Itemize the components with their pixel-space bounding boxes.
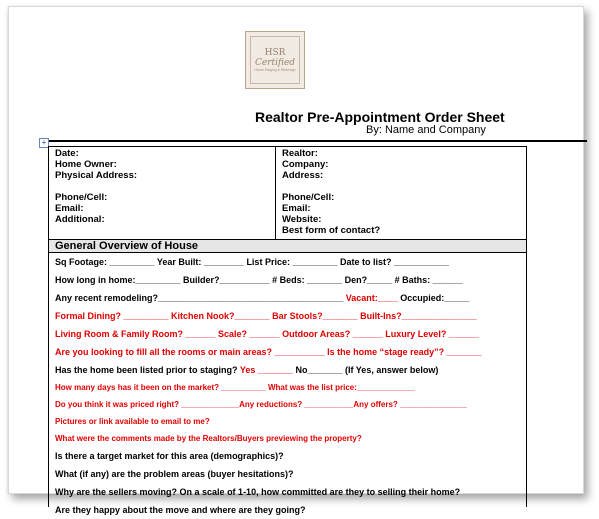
- contact-info-block: [49, 147, 526, 240]
- logo-text-certified: Certified: [254, 58, 296, 68]
- question-row[interactable]: [49, 447, 526, 465]
- question-row[interactable]: [49, 325, 526, 343]
- question-option: Occupied:_____: [397, 293, 470, 303]
- hsr-certified-logo: [245, 31, 305, 89]
- field-label-realtor-phone[interactable]: Phone/Cell:: [282, 192, 335, 203]
- question-text: What were the comments made by the Realtors/Buyers previewing the property?: [55, 434, 362, 443]
- document-title: Realtor Pre-Appointment Order Sheet: [255, 109, 505, 125]
- question-text: Are you looking to fill all the rooms or main areas? __________ Is the home “stage ready”? _______: [55, 347, 482, 357]
- section-heading-general-overview: General Overview of House: [49, 240, 526, 253]
- question-row[interactable]: [49, 361, 526, 379]
- question-text: Any recent remodeling?_____________________________________: [55, 293, 346, 303]
- question-row[interactable]: [49, 307, 526, 325]
- document-page: [8, 6, 584, 515]
- table-move-handle-icon[interactable]: +: [39, 138, 49, 148]
- question-row[interactable]: [49, 253, 526, 271]
- question-text: Pictures or link available to email to me?: [55, 417, 210, 426]
- question-text: Are they happy about the move and where are they going?: [55, 505, 306, 515]
- question-text: Do you think it was priced right? _____________Any reductions? ___________Any offers? _______________: [55, 400, 467, 409]
- field-label-phone-cell[interactable]: Phone/Cell:: [55, 192, 108, 203]
- question-row[interactable]: [49, 483, 526, 501]
- question-row[interactable]: [49, 379, 526, 396]
- question-option: Yes _______: [239, 365, 293, 375]
- question-option: Vacant:____: [345, 293, 398, 303]
- field-label-company[interactable]: Company:: [282, 159, 329, 170]
- field-label-email[interactable]: Email:: [55, 203, 84, 214]
- question-text: Is there a target market for this area (demographics)?: [55, 451, 284, 461]
- field-label-address[interactable]: Address:: [282, 170, 324, 181]
- field-label-realtor[interactable]: Realtor:: [282, 148, 318, 159]
- question-row[interactable]: [49, 343, 526, 361]
- question-row[interactable]: [49, 501, 526, 519]
- logo-text-tagline: Home Staging & Redesign: [254, 68, 296, 72]
- document-byline: By: Name and Company: [366, 124, 486, 136]
- field-label-website[interactable]: Website:: [282, 214, 322, 225]
- question-text: How many days has it been on the market? __________ What was the list price:_____________: [55, 383, 415, 392]
- homeowner-column: [49, 147, 276, 239]
- question-list: [49, 253, 526, 519]
- question-row[interactable]: [49, 396, 526, 413]
- field-label-best-contact[interactable]: Best form of contact?: [282, 225, 381, 236]
- question-text: Living Room & Family Room? ______ Scale? ______ Outdoor Areas? ______ Luxury Level? ______: [55, 329, 479, 339]
- question-option: No_______ (If Yes, answer below): [292, 365, 439, 375]
- question-row[interactable]: [49, 430, 526, 447]
- question-text: How long in home:_________ Builder?__________ # Beds: _______ Den?_____ # Baths: ______: [55, 275, 463, 285]
- question-text: Why are the sellers moving? On a scale of 1-10, how committed are they to selling their home?: [55, 487, 461, 497]
- question-text: What (if any) are the problem areas (buyer hesitations)?: [55, 469, 294, 479]
- question-text: Has the home been listed prior to staging?: [55, 365, 240, 375]
- question-row[interactable]: [49, 465, 526, 483]
- realtor-column: [276, 147, 526, 239]
- field-label-physical-address[interactable]: Physical Address:: [55, 170, 138, 181]
- field-label-date[interactable]: Date:: [55, 148, 79, 159]
- question-text: Sq Footage: _________ Year Built: ________ List Price: _________ Date to list? ___________: [55, 257, 450, 267]
- field-label-realtor-email[interactable]: Email:: [282, 203, 311, 214]
- order-form-table: [48, 146, 527, 515]
- header-rule: [47, 140, 587, 142]
- question-row[interactable]: [49, 271, 526, 289]
- question-row[interactable]: [49, 289, 526, 307]
- field-label-home-owner[interactable]: Home Owner:: [55, 159, 117, 170]
- question-row[interactable]: [49, 413, 526, 430]
- question-text: Formal Dining? _________ Kitchen Nook?_______ Bar Stools?_______ Built-Ins?_______________: [55, 311, 477, 321]
- field-label-additional[interactable]: Additional:: [55, 214, 105, 225]
- logo-text-hsr: HSR: [264, 48, 286, 58]
